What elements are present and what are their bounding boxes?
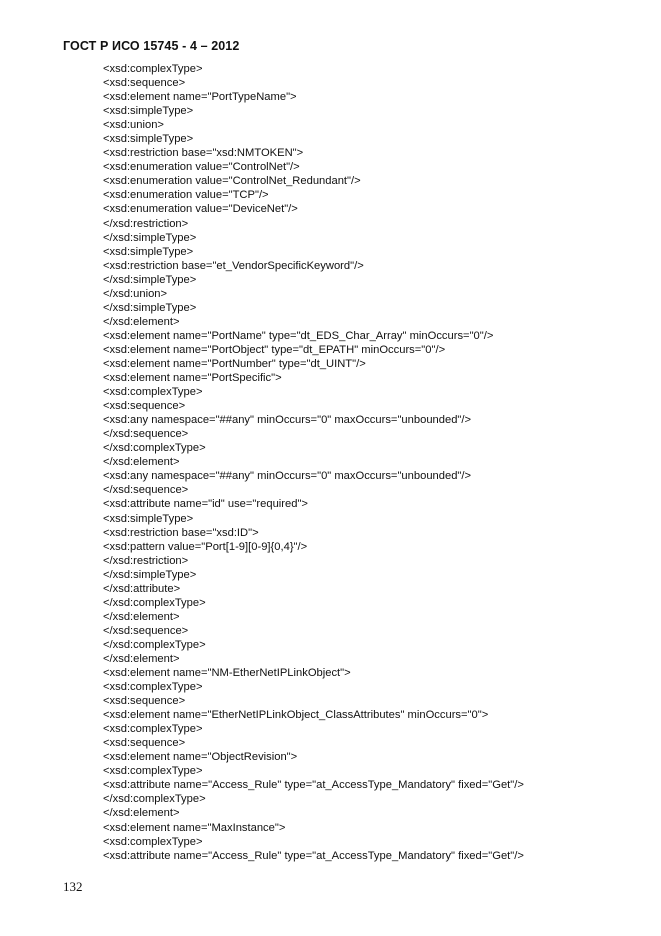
code-line: <xsd:complexType>	[103, 681, 203, 694]
code-line: <xsd:element name="EtherNetIPLinkObject_ClassAttributes" minOccurs="0">	[103, 709, 489, 722]
code-line: <xsd:complexType>	[103, 386, 203, 399]
code-line: </xsd:complexType>	[103, 596, 206, 609]
code-line: <xsd:simpleType>	[103, 245, 194, 258]
code-line: </xsd:element>	[103, 315, 180, 328]
code-line: <xsd:attribute name="Access_Rule" type="at_AccessType_Mandatory" fixed="Get"/>	[103, 849, 524, 862]
page-number: 132	[63, 879, 83, 894]
code-line: <xsd:complexType>	[103, 63, 203, 75]
code-line: <xsd:enumeration value="ControlNet_Redundant"/>	[103, 175, 361, 188]
code-line: <xsd:enumeration value="DeviceNet"/>	[103, 203, 298, 216]
code-line: <xsd:simpleType>	[103, 105, 194, 118]
code-line: <xsd:union>	[103, 119, 164, 132]
code-line: <xsd:element name="PortTypeName">	[103, 91, 297, 104]
code-line: <xsd:enumeration value="TCP"/>	[103, 189, 269, 202]
code-line: <xsd:complexType>	[103, 723, 203, 736]
code-line: <xsd:element name="MaxInstance">	[103, 821, 286, 834]
code-line: <xsd:pattern value="Port[1-9][0-9]{0,4}"/>	[103, 540, 308, 553]
code-line: </xsd:complexType>	[103, 793, 206, 806]
code-line: </xsd:element>	[103, 807, 180, 820]
code-line: </xsd:element>	[103, 456, 180, 469]
code-line: </xsd:simpleType>	[103, 568, 197, 581]
code-line: <xsd:any namespace="##any" minOccurs="0" maxOccurs="unbounded"/>	[103, 414, 472, 427]
code-line: <xsd:attribute name="Access_Rule" type="at_AccessType_Mandatory" fixed="Get"/>	[103, 779, 524, 792]
code-line: <xsd:element name="ObjectRevision">	[103, 751, 298, 764]
document-header: ГОСТ Р ИСО 15745 - 4 – 2012	[63, 39, 240, 53]
code-line: <xsd:restriction base="et_VendorSpecificKeyword"/>	[103, 259, 364, 272]
code-line: <xsd:restriction base="xsd:NMTOKEN">	[103, 147, 304, 160]
code-line: </xsd:sequence>	[103, 428, 189, 441]
code-line: </xsd:restriction>	[103, 554, 189, 567]
code-line: <xsd:simpleType>	[103, 133, 194, 146]
code-line: <xsd:any namespace="##any" minOccurs="0" maxOccurs="unbounded"/>	[103, 470, 472, 483]
code-line: </xsd:attribute>	[103, 582, 181, 595]
code-line: <xsd:element name="PortObject" type="dt_EPATH" minOccurs="0"/>	[103, 343, 446, 356]
code-line: <xsd:enumeration value="ControlNet"/>	[103, 161, 300, 174]
xsd-code-listing	[103, 62, 643, 863]
code-line: </xsd:complexType>	[103, 442, 206, 455]
code-line: <xsd:element name="PortName" type="dt_EDS_Char_Array" minOccurs="0"/>	[103, 329, 494, 342]
code-line: </xsd:complexType>	[103, 638, 206, 651]
code-line: </xsd:element>	[103, 610, 180, 623]
code-line: </xsd:simpleType>	[103, 231, 197, 244]
code-line: </xsd:sequence>	[103, 624, 189, 637]
code-line: </xsd:element>	[103, 652, 180, 665]
code-line: <xsd:complexType>	[103, 835, 203, 848]
code-line: <xsd:complexType>	[103, 765, 203, 778]
code-line: <xsd:sequence>	[103, 695, 186, 708]
code-line: <xsd:restriction base="xsd:ID">	[103, 526, 259, 539]
code-line: </xsd:simpleType>	[103, 273, 197, 286]
code-line: <xsd:sequence>	[103, 400, 186, 413]
code-line: </xsd:restriction>	[103, 217, 189, 230]
code-line: <xsd:element name="PortSpecific">	[103, 372, 282, 385]
code-line: </xsd:simpleType>	[103, 301, 197, 314]
code-line: <xsd:attribute name="id" use="required">	[103, 498, 308, 511]
code-line: </xsd:union>	[103, 287, 168, 300]
code-line: <xsd:element name="NM-EtherNetIPLinkObject">	[103, 667, 351, 680]
code-line: </xsd:sequence>	[103, 484, 189, 497]
code-line: <xsd:sequence>	[103, 77, 186, 90]
code-line: <xsd:element name="PortNumber" type="dt_UINT"/>	[103, 357, 366, 370]
code-line: <xsd:sequence>	[103, 737, 186, 750]
code-line: <xsd:simpleType>	[103, 512, 194, 525]
